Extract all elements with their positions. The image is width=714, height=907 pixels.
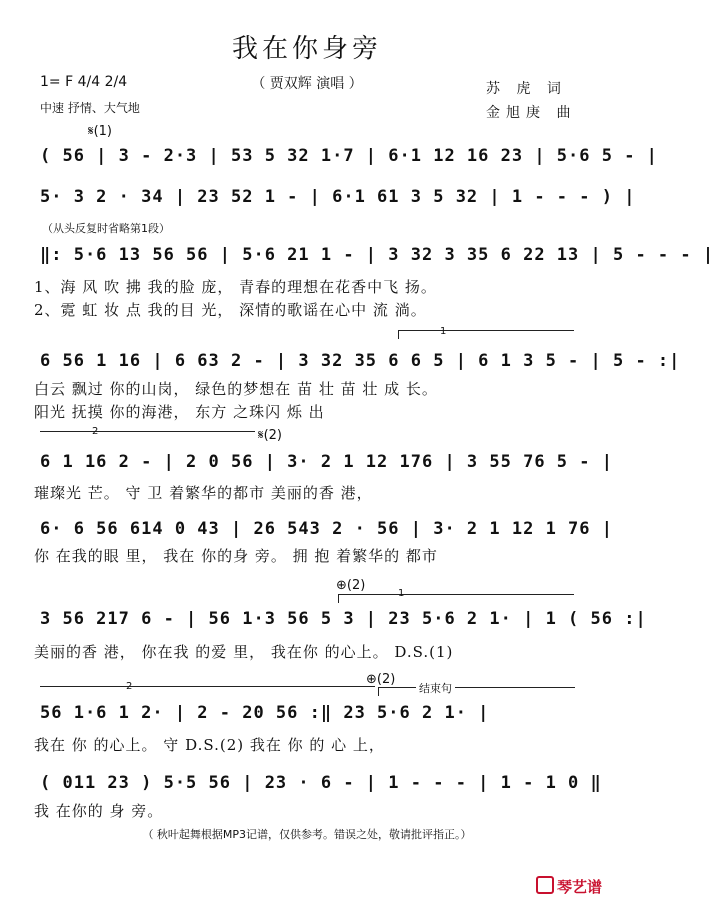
notation-row-9: ( 011 23 ) 5·5 56 | 23 · 6 - | 1 - - - | 1 - 1 0 ‖ (40, 773, 602, 793)
volta-number-2: 2 (92, 426, 99, 437)
ending-label: 结束句 (416, 680, 455, 696)
segno-1-sign: 𝄋(1) (88, 124, 113, 139)
lyric-row-5: 璀璨光 芒。 守 卫 着繁华的都市 美丽的香 港， (34, 484, 373, 502)
site-logo (536, 876, 602, 897)
coda-sign-2: ⊕(2) (366, 672, 396, 687)
lyric-row-6: 你 在我的眼 里， 我在 你的身 旁。 拥 抱 着繁华的 都市 (34, 547, 438, 565)
ending-bracket (378, 687, 575, 696)
volta-bracket-1 (398, 330, 574, 339)
lyric-row-9: 我 在你的 身 旁。 (34, 802, 164, 820)
volta-bracket-1b (338, 594, 574, 603)
volta-number-1b: 1 (398, 588, 405, 599)
volta-number-1: 1 (440, 326, 447, 337)
repeat-note: （从头反复时省略第1段） (42, 222, 170, 235)
volta-bracket-2 (40, 431, 255, 432)
notation-row-2: 5· 3 2 · 34 | 23 52 1 - | 6·1 61 3 5 32 | 1 - - - ) | (40, 187, 636, 207)
singer-line: （ 贾双辉 演唱 ） (251, 76, 363, 92)
segno-2-sign: 𝄋(2) (258, 428, 283, 443)
notation-row-6: 6· 6 56 614 0 43 | 26 543 2 · 56 | 3· 2 1 12 1 76 | (40, 519, 613, 539)
song-title: 我在你身旁 (231, 34, 382, 64)
lyric-row-3-verse-2: 2、霓 虹 妆 点 我的目 光， 深情的歌谣在心中 流 淌。 (34, 301, 427, 319)
lyric-row-8: 我在 你 的心上。 守 D.S.(2) 我在 你 的 心 上， (34, 736, 385, 754)
lyricist-credit: 苏 虎 词 (486, 81, 567, 97)
lyric-row-4-verse-1: 白云 飘过 你的山岗， 绿色的梦想在 苗 壮 苗 壮 成 长。 (34, 380, 438, 398)
tempo-marking: 中速 抒情、大气地 (40, 101, 140, 115)
notation-row-8: 56 1·6 1 2· | 2 - 20 56 :‖ 23 5·6 2 1· | (40, 703, 490, 723)
composer-credit: 金旭庚 曲 (486, 105, 577, 121)
coda-sign-1: ⊕(2) (336, 578, 366, 593)
lyric-row-3-verse-1: 1、海 风 吹 拂 我的脸 庞， 青春的理想在花香中飞 扬。 (34, 278, 437, 296)
lyric-row-7: 美丽的香 港， 你在我 的爱 里， 我在你 的心上。 D.S.(1) (34, 643, 454, 661)
lyric-row-4-verse-2: 阳光 抚摸 你的海港， 东方 之珠闪 烁 出 (34, 403, 325, 421)
notation-row-5: 6 1 16 2 - | 2 0 56 | 3· 2 1 12 176 | 3 55 76 5 - | (40, 452, 613, 472)
key-signature: 1= F 4/4 2/4 (40, 74, 128, 90)
notation-row-4: 6 56 1 16 | 6 63 2 - | 3 32 35 6 6 5 | 6 1 3 5 - | 5 - :| (40, 351, 681, 371)
notation-row-3: ‖: 5·6 13 56 56 | 5·6 21 1 - | 3 32 3 35 6 22 13 | 5 - - - | (40, 245, 714, 265)
volta-number-2b: 2 (126, 681, 133, 692)
logo-text: 琴艺谱 (556, 878, 602, 896)
volta-bracket-2b (40, 686, 375, 687)
logo-icon (536, 876, 554, 894)
transcription-note: （ 秋叶起舞根据MP3记谱，仅供参考。错误之处，敬请批评指正。） (142, 828, 472, 841)
notation-row-7: 3 56 217 6 - | 56 1·3 56 5 3 | 23 5·6 2 1· | 1 ( 56 :| (40, 609, 647, 629)
notation-row-1: ( 56 | 3 - 2·3 | 53 5 32 1·7 | 6·1 12 16 23 | 5·6 5 - | (40, 146, 658, 166)
